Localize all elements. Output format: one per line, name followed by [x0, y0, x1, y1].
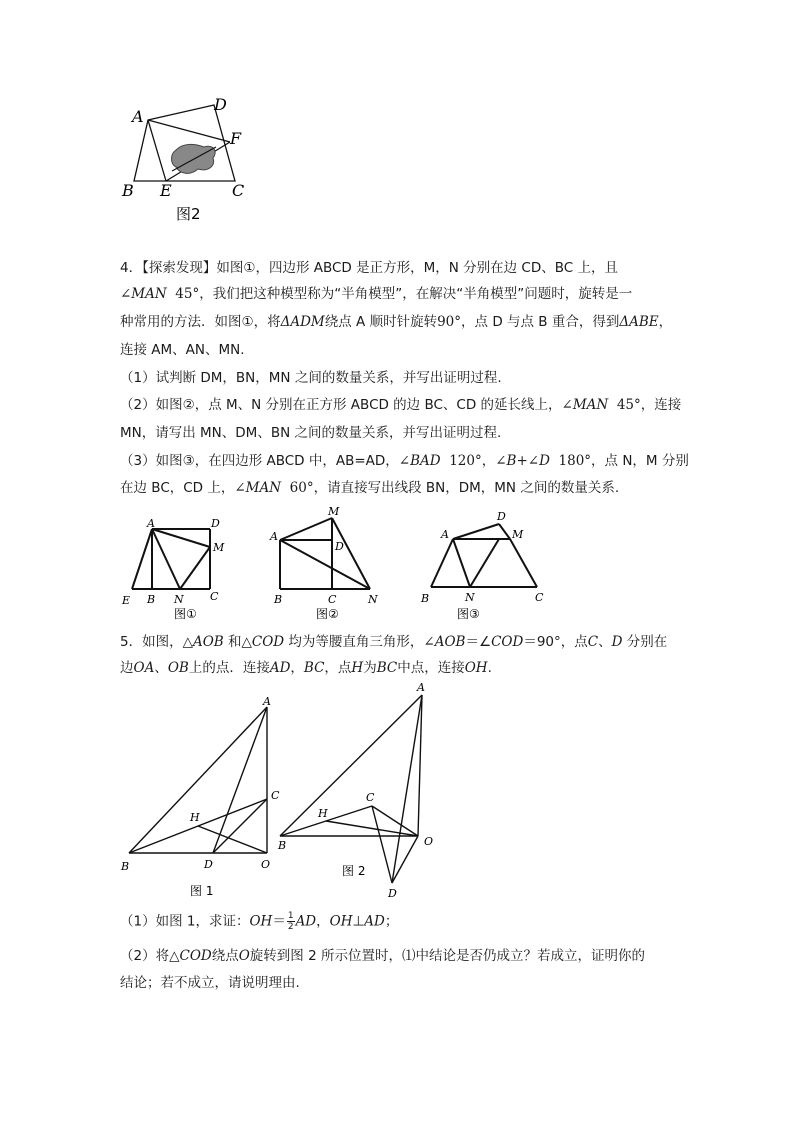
q5-sub2-line2-text: 结论；若不成立，请说明理由.: [120, 975, 300, 991]
q5f1-label-D: D: [204, 858, 213, 871]
q5-line2-i: ，点: [324, 660, 352, 676]
figure-q5-2-svg: [270, 675, 450, 905]
q4-sub3-angle-sum: ∠B+∠D: [495, 453, 550, 469]
q4-sub1: [120, 368, 680, 388]
q4-sub3-angle-bad: ∠BAD: [398, 453, 441, 469]
q5f1-caption: 图 1: [190, 884, 214, 898]
q5f2-label-D: D: [388, 887, 397, 900]
q4-sub3-120: 120°: [449, 453, 482, 469]
q4-sub3-180: 180°: [558, 453, 592, 469]
q5-sub1-den: 2: [287, 922, 294, 932]
q5f1-label-A: A: [263, 695, 271, 708]
label-D: D: [214, 95, 227, 114]
q5f2-label-O: O: [424, 835, 434, 848]
q4-sub3: [120, 451, 689, 471]
q5-line2-o: .: [487, 660, 492, 676]
q5-sub1-num: 1: [287, 911, 294, 921]
figure-q4-1-svg: [118, 515, 228, 623]
label-F: F: [230, 129, 242, 148]
q5-line1-i: ＝90°，点: [523, 634, 588, 650]
q4f1-label-C: C: [210, 590, 219, 603]
q4f3-label-B: B: [421, 592, 430, 605]
q5-sub1: [120, 911, 680, 932]
q4f2-label-M: M: [328, 505, 340, 518]
q4f3-label-N: N: [465, 591, 475, 604]
q4-sub3-line2-d: ，请直接写出线段 BN，DM，MN 之间的数量关系.: [313, 480, 620, 496]
q5f2-label-C: C: [366, 791, 375, 804]
q5-point-d: D: [611, 634, 623, 650]
q4-line3-e: ，点 D 与点 B 重合，得到: [461, 314, 620, 330]
figure-q5-1: [115, 695, 290, 900]
q5-seg-bc-2: BC: [376, 660, 398, 676]
figure-q4-3: [415, 505, 555, 623]
q5-line1-m: 分别在: [622, 634, 668, 650]
q4-line1-text: 4．【探索发现】如图①，四边形 ABCD 是正方形，M，N 分别在边 CD、BC 上，且: [120, 260, 618, 276]
q5-sub1-oh: OH: [249, 913, 273, 930]
q4f2-label-B: B: [274, 593, 283, 606]
q4f1-label-B: B: [147, 593, 156, 606]
q4-sub3-line2-60: 60°: [289, 480, 314, 496]
q5-sub1-ad: AD: [295, 913, 317, 930]
q5-sub2-e: 旋转到图 2 所示位置时，⑴中结论是否仍成立？若成立，证明你的: [249, 948, 645, 964]
q4f1-label-A: A: [147, 517, 155, 530]
q5-line2-k: 为: [363, 660, 377, 676]
figure-q4-1: [118, 515, 228, 623]
q5-seg-bc: BC: [303, 660, 325, 676]
q4-line3-c: 绕点 A 顺时针旋转: [324, 314, 438, 330]
q5f1-label-C: C: [271, 789, 280, 802]
q4-triangle-abe: ΔABE: [619, 314, 659, 330]
q5-angle-aob: ∠AOB: [423, 634, 466, 650]
q5-sub1-eq: ＝: [272, 913, 286, 930]
q4-line3-g: ，: [658, 314, 673, 330]
q5-seg-oh: OH: [464, 660, 488, 676]
q4-line2: [120, 284, 680, 304]
q5-sub1-e: ，: [316, 913, 330, 930]
q5-tri-aob: △AOB: [182, 634, 224, 650]
q4-sub3-a: （3）如图③，在四边形 ABCD 中，AB=AD，: [120, 453, 399, 469]
q5-seg-ad: AD: [269, 660, 291, 676]
q4f1-caption: 图①: [174, 607, 197, 621]
q4-sub3-g: ，点 N，M 分别: [591, 453, 689, 469]
q5-angle-cod: COD: [491, 634, 524, 650]
q5-line1-k: 、: [598, 634, 612, 650]
q4-sub1-text: （1）试判断 DM，BN，MN 之间的数量关系，并写出证明过程.: [120, 370, 502, 386]
segment-af: [148, 120, 230, 142]
q5-seg-ob: OB: [167, 660, 189, 676]
q5-seg-oa: OA: [133, 660, 155, 676]
figure-q4-2: [264, 500, 394, 623]
q4-line4-text: 连接 AM、AN、MN.: [120, 342, 245, 358]
q5f1-label-O: O: [261, 858, 271, 871]
q5-sub2-a: （2）将△: [120, 948, 180, 964]
q5-sub2-line2: [120, 973, 680, 993]
q4-angle-man: ∠MAN: [120, 286, 167, 302]
figure-q5-1-svg: [115, 695, 290, 900]
q4-sub2-line2-text: MN，请写出 MN、DM、BN 之间的数量关系，并写出证明过程.: [120, 425, 502, 441]
figure-q4-3-svg: [415, 505, 555, 623]
q4-angle-90: 90°: [437, 314, 462, 330]
q5f2-label-H: H: [318, 807, 328, 820]
q4f1-label-M: M: [213, 541, 225, 554]
q5-line2-c: 、: [154, 660, 168, 676]
q4-sub2-line2: [120, 423, 680, 443]
q4f1-label-E: E: [122, 594, 131, 607]
q5-line2-g: ，: [290, 660, 304, 676]
q5-line2-e: 上的点．连接: [188, 660, 270, 676]
q4-sub3-d: ，: [481, 453, 496, 469]
q5-sub2-c: 绕点: [211, 948, 239, 964]
q5-tri-cod: △COD: [241, 634, 285, 650]
q5-line1-g: ＝∠: [465, 634, 492, 650]
q4f1-label-D: D: [211, 517, 220, 530]
q5-point-h: H: [351, 660, 364, 676]
q4f3-label-C: C: [535, 591, 544, 604]
q4f3-label-A: A: [441, 528, 449, 541]
q5-point-c: C: [587, 634, 599, 650]
q4-line3-a: 种常用的方法．如图①，将: [120, 314, 281, 330]
q4-line4: [120, 340, 680, 360]
q4f3-label-D: D: [497, 510, 506, 523]
q5-line1: [120, 632, 680, 652]
q4-sub3-line2-a: 在边 BC，CD 上，: [120, 480, 235, 496]
q5-sub1-fraction: [287, 911, 295, 932]
q4-sub2-angle: ∠MAN: [561, 397, 609, 413]
q5-sub2-cod: COD: [179, 948, 212, 964]
q4f3-caption: 图③: [457, 607, 480, 621]
q5-line1-c: 和: [223, 634, 242, 650]
figure-top-svg: [110, 92, 270, 227]
q5f2-caption: 图 2: [342, 864, 366, 878]
q5-sub2: [120, 946, 680, 966]
q5-line2-a: 边: [120, 660, 134, 676]
q4-sub3-line2: [120, 478, 680, 498]
q5f2-label-B: B: [278, 839, 287, 852]
q4-sub2: [120, 395, 680, 415]
label-C: C: [232, 181, 245, 200]
figure-top-quadrilateral: [110, 92, 270, 227]
label-A: A: [132, 107, 144, 126]
q5-sub1-perp: ⊥: [352, 913, 365, 930]
q5-line2-m: 中点，连接: [397, 660, 465, 676]
q4-sub3-line2-angle: ∠MAN: [234, 480, 282, 496]
q4f2-label-N: N: [368, 593, 378, 606]
q4f2-label-C: C: [328, 593, 337, 606]
q4f1-label-N: N: [174, 593, 184, 606]
q5-sub1-oh2: OH: [329, 913, 353, 930]
segment-ae: [148, 120, 166, 181]
label-B: B: [122, 181, 134, 200]
q4f2-caption: 图②: [316, 607, 339, 621]
q4f2-label-A: A: [270, 530, 278, 543]
q5-line1-a: 5．如图，: [120, 634, 183, 650]
figure-q4-2-svg: [264, 500, 394, 623]
q4f2-label-D: D: [335, 540, 344, 553]
q5f2-label-A: A: [417, 681, 425, 694]
q4-line2-text: ，我们把这种模型称为“半角模型”，在解决“半角模型”问题时，旋转是一: [199, 286, 633, 302]
caption-fig2: 图2: [176, 205, 201, 223]
q5-line1-e: 均为等腰直角三角形，: [284, 634, 424, 650]
figure-q5-2: [270, 675, 450, 905]
q5-sub1-a: （1）如图 1，求证：: [120, 913, 250, 930]
q4-sub2-a: （2）如图②，点 M、N 分别在正方形 ABCD 的边 BC、CD 的延长线上，: [120, 397, 562, 413]
q5-sub1-ad2: AD: [364, 913, 385, 930]
q4f3-label-M: M: [512, 528, 524, 541]
q5-sub2-o: O: [238, 948, 250, 964]
q4-sub2-d: ，连接: [640, 397, 682, 413]
q4-line1: [120, 258, 680, 278]
q5-sub1-i: ；: [384, 913, 399, 930]
q4-angle-45: 45°: [175, 286, 200, 302]
label-E: E: [160, 181, 172, 200]
q5f1-label-H: H: [190, 811, 200, 824]
q4-sub2-45: 45°: [616, 397, 641, 413]
q4-triangle-adm: ΔADM: [280, 314, 325, 330]
q5f1-label-B: B: [121, 860, 130, 873]
q4-line3: [120, 312, 680, 332]
